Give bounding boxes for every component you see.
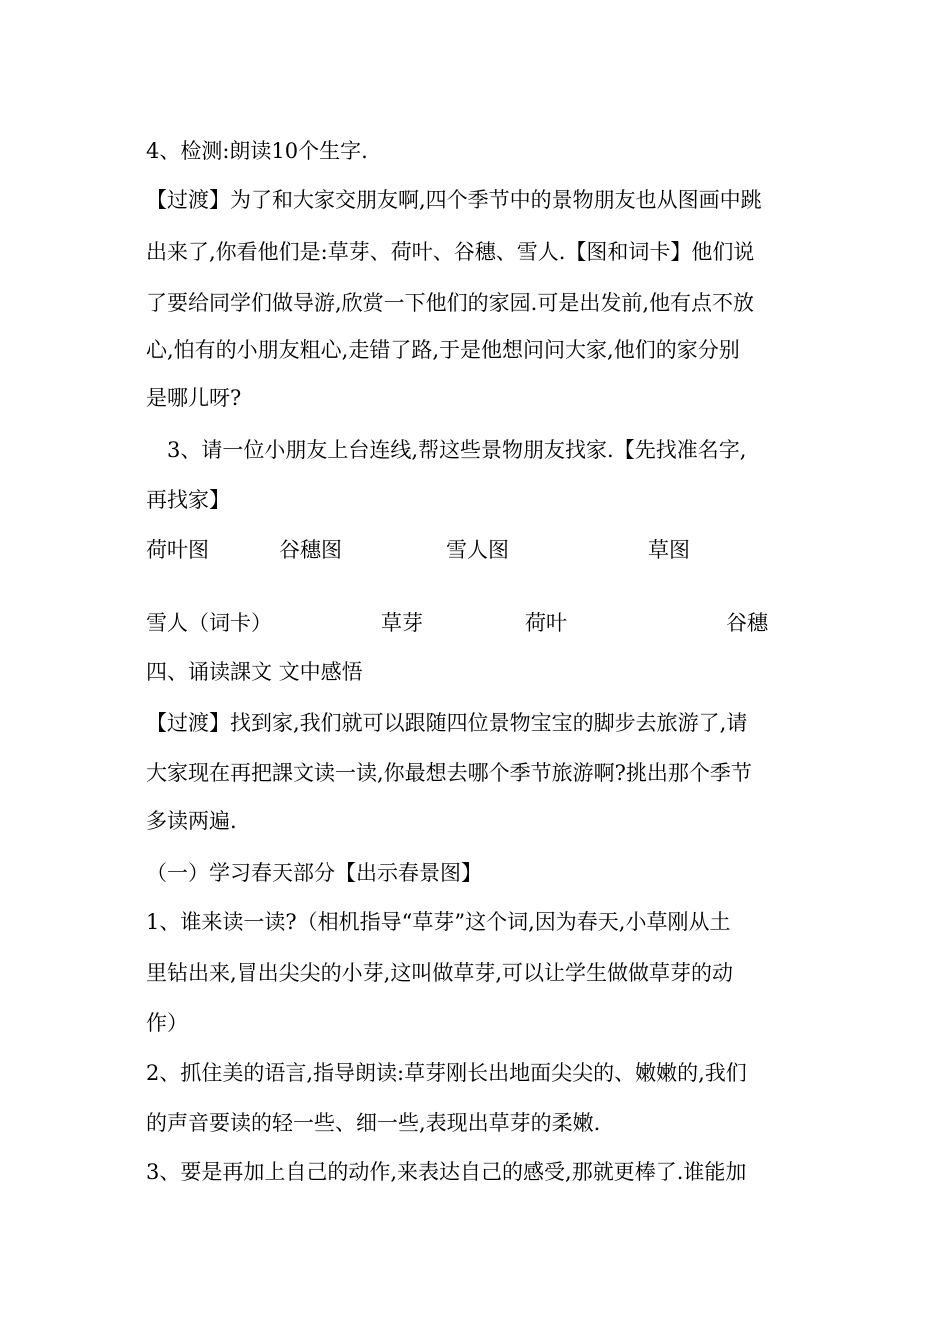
paragraph-line: 【过渡】为了和大家交朋友啊,四个季节中的景物朋友也从图画中跳 [146,188,762,212]
word-card-label: 谷穗 [726,611,768,635]
paragraph-line: 大家现在再把課文读一读,你最想去哪个季节旅游啊?挑出那个季节 [146,761,752,785]
picture-label: 草图 [648,538,690,562]
word-card-label: 荷叶 [525,611,567,635]
section-check: 4、检测:朗读10个生字. [146,139,368,163]
paragraph-line: 心,怕有的小朋友粗心,走错了路,于是他想问问大家,他们的家分别 [146,338,740,362]
paragraph-line: 【过渡】找到家,我们就可以跟随四位景物宝宝的脚步去旅游了,请 [146,711,748,735]
paragraph-line: 里钻出来,冒出尖尖的小芽,这叫做草芽,可以让学生做做草芽的动 [146,961,734,985]
paragraph-line: 是哪儿呀? [146,386,242,410]
paragraph-line: 的声音要读的轻一些、细一些,表现出草芽的柔嫩. [146,1111,601,1135]
paragraph-line: 2、抓住美的语言,指导朗读:草芽刚长出地面尖尖的、嫩嫩的,我们 [146,1061,747,1085]
section4-heading: 四、诵读課文 文中感悟 [146,660,363,684]
picture-label: 雪人图 [446,538,509,562]
paragraph-line: 多读两遍. [146,809,237,833]
part1-heading: （一）学习春天部分【出示春景图】 [146,861,482,885]
picture-label: 谷穗图 [279,538,342,562]
paragraph-line: 出来了,你看他们是:草芽、荷叶、谷穗、雪人.【图和词卡】他们说 [146,240,755,264]
paragraph-line: 再找家】 [146,488,230,512]
paragraph-line: 3、请一位小朋友上台连线,帮这些景物朋友找家.【先找准名字, [167,438,747,462]
paragraph-line: 了要给同学们做导游,欣赏一下他们的家园.可是出发前,他有点不放 [146,291,755,315]
paragraph-line: 1、谁来读一读?（相机指导“草芽”这个词,因为春天,小草刚从土 [146,910,731,934]
paragraph-line: 3、要是再加上自己的动作,来表达自己的感受,那就更棒了.谁能加 [146,1160,747,1184]
word-card-label: 草芽 [381,611,423,635]
paragraph-line: 作） [146,1011,188,1035]
word-card-label: 雪人（词卡） [146,611,272,635]
picture-label: 荷叶图 [146,538,209,562]
